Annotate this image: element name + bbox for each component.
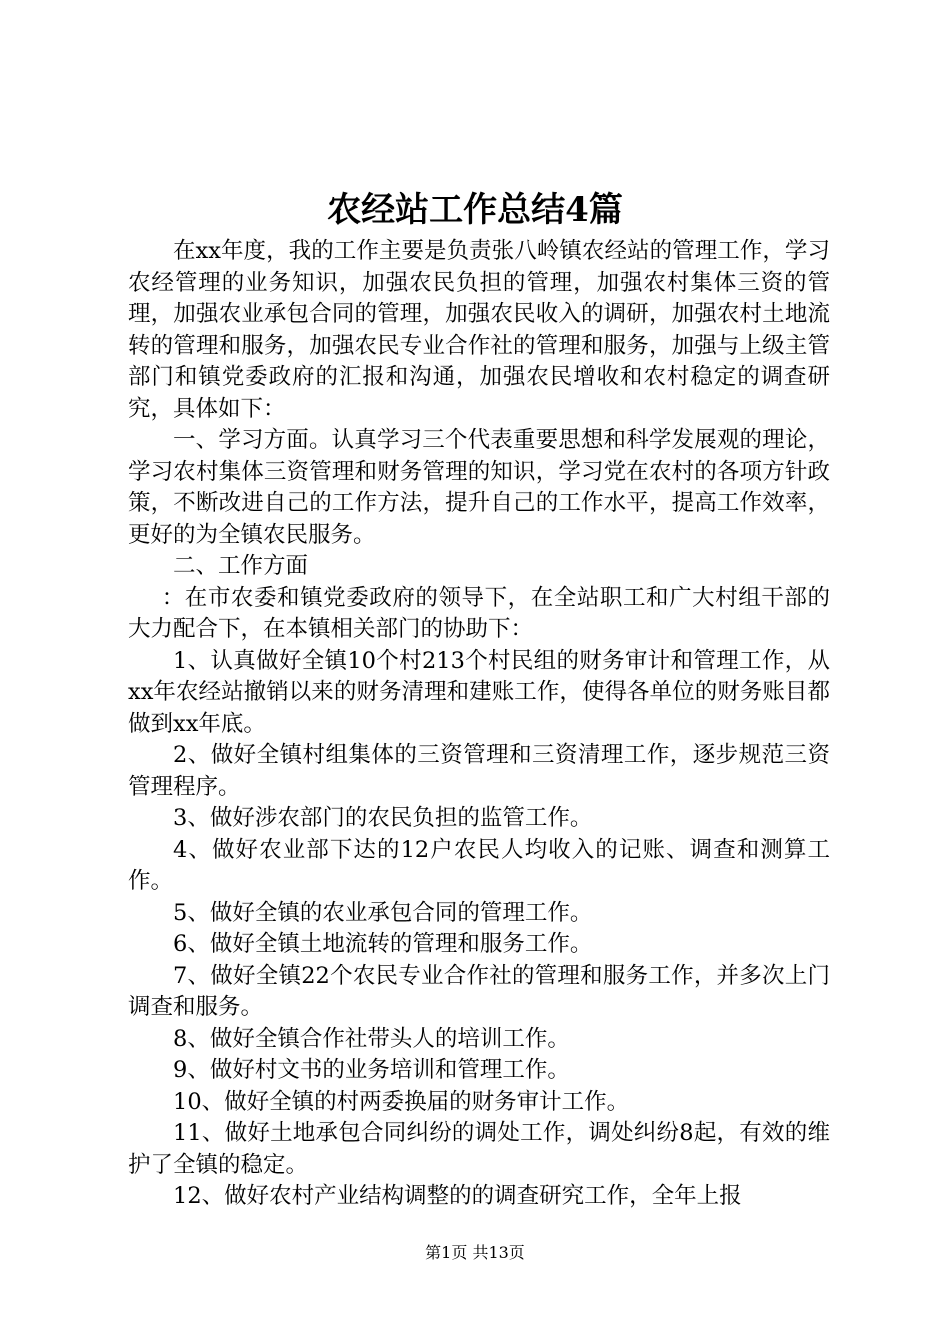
paragraph: 10、做好全镇的村两委换届的财务审计工作。 <box>173 1088 630 1115</box>
paragraph: 11、做好土地承包合同纠纷的调处工作，调处纠纷8起，有效的维护了全镇的稳定。 <box>128 1120 830 1178</box>
paragraph: ：在市农委和镇党委政府的领导下，在全站职工和广大村组干部的大力配合下，在本镇相关部门的协助下： <box>128 584 830 642</box>
paragraph: 6、做好全镇土地流转的管理和服务工作。 <box>173 931 593 957</box>
paragraph: 2、做好全镇村组集体的三资管理和三资清理工作，逐步规范三资管理程序。 <box>128 742 830 800</box>
document-body <box>128 236 830 1213</box>
paragraph: 4、做好农业部下达的12户农民人均收入的记账、调查和测算工作。 <box>128 836 830 894</box>
paragraph: 7、做好全镇22个农民专业合作社的管理和服务工作，并多次上门调查和服务。 <box>128 962 830 1020</box>
paragraph: 12、做好农村产业结构调整的的调查研究工作，全年上报 <box>173 1183 742 1209</box>
paragraph: 在xx年度，我的工作主要是负责张八岭镇农经站的管理工作，学习农经管理的业务知识，加强农民负担的管理，加强农村集体三资的管理，加强农业承包合同的管理，加强农民收入的调研，加强农村土地流转的管理和服务，加强农民专业合作社的管理和服务，加强与上级主管部门和镇党委政府的汇报和沟通，加强农民增收和农村稳定的调查研究，具体如下： <box>128 238 830 422</box>
paragraph: 3、做好涉农部门的农民负担的监管工作。 <box>173 805 593 831</box>
paragraph: 8、做好全镇合作社带头人的培训工作。 <box>173 1025 570 1052</box>
paragraph: 9、做好村文书的业务培训和管理工作。 <box>173 1057 570 1083</box>
paragraph: 5、做好全镇的农业承包合同的管理工作。 <box>173 899 593 926</box>
paragraph: 二、工作方面 <box>173 553 309 579</box>
paragraph: 1、认真做好全镇10个村213个村民组的财务审计和管理工作，从xx年农经站撤销以来的财务清理和建账工作，使得各单位的财务账目都做到xx年底。 <box>128 647 830 737</box>
paragraph: 一、学习方面。认真学习三个代表重要思想和科学发展观的理论，学习农村集体三资管理和财务管理的知识，学习党在农村的各项方针政策，不断改进自己的工作方法，提升自己的工作水平，提高工作效率，更好的为全镇农民服务。 <box>128 427 830 548</box>
page-number: 第1页 共13页 <box>425 1243 525 1262</box>
document-title: 农经站工作总结4篇 <box>327 190 623 230</box>
